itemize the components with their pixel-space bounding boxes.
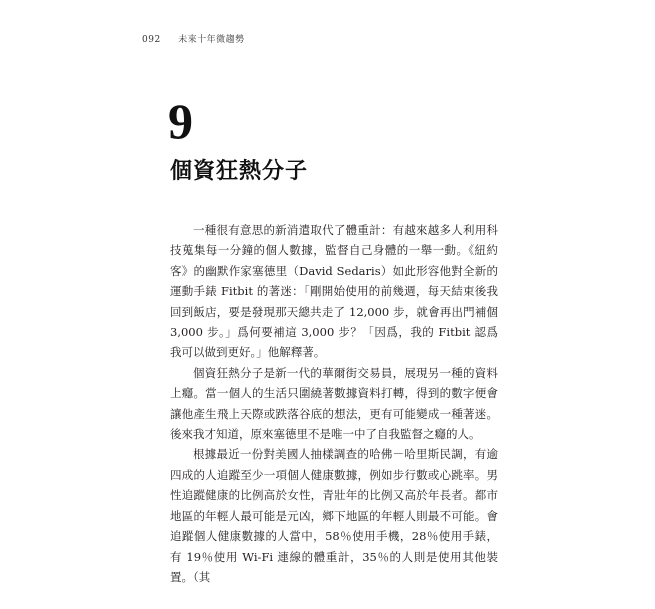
chapter-number: 9 — [168, 93, 193, 149]
running-header — [142, 32, 245, 45]
paragraph: 一種很有意思的新消遣取代了體重計：有越來越多人利用科技蒐集每一分鐘的個人數據，監督自己身體的一舉一動。《紐約客》的幽默作家塞德里（David Sedaris）如此形容他對全新的運動手錶 Fitbit 的著迷：「剛開始使用的前幾週，每天結束後我回到飯店，要是發現那天總共走了 12,000 步，就會再出門補個 3,000 步。」爲何要補這 3,000 步？「因爲，我的 Fitbit 認爲我可以做到更好。」他解釋著。 — [170, 223, 498, 360]
book-title: 未來十年微趨勢 — [178, 35, 245, 45]
body-text — [170, 220, 498, 587]
page-number: 092 — [142, 35, 161, 45]
paragraph: 根據最近一份對美國人抽樣調查的哈佛－哈里斯民調，有逾四成的人追蹤至少一項個人健康數據，例如步行數或心跳率。男性追蹤健康的比例高於女性，青壯年的比例又高於年長者。都市地區的年輕人最可能是元凶，鄉下地區的年輕人則最不可能。會追蹤個人健康數據的人當中，58％使用手機，28％使用手錶，有 19％使用 Wi-Fi 連線的體重計，35％的人則是使用其他裝置。（其 — [170, 447, 498, 584]
paragraph: 個資狂熱分子是新一代的華爾街交易員，展現另一種的資料上癮。當一個人的生活只圍繞著數據資料打轉，得到的數字便會讓他產生飛上天際或跌落谷底的想法，更有可能變成一種著迷。後來我才知道，原來塞德里不是唯一中了自我監督之癮的人。 — [170, 365, 498, 442]
chapter-title: 個資狂熱分子 — [170, 158, 309, 184]
